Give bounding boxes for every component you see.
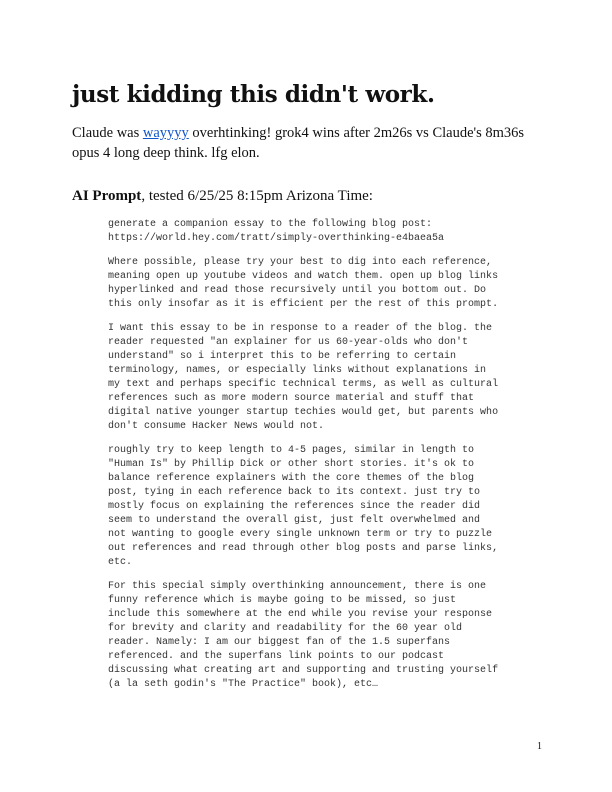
intro-paragraph: [72, 123, 552, 163]
prompt-paragraph: roughly try to keep length to 4-5 pages, similar in length to "Human Is" by Phillip Dick or other short stories. it's ok to balance reference explainers with the core themes of the blog post, tying in each reference back to its context. just try to mostly focus on explaining the references since the reader did seem to understand the overall gist, just felt overwhelmed and not wanting to google every single unknown term or try to puzzle out references and read through other blog posts and parse links, etc.: [108, 445, 499, 568]
prompt-paragraph: Where possible, please try your best to dig into each reference, meaning open up youtube videos and watch them. open up blog links hyperlinked and read those recursively until you bottom out. Do this only insofar as it is efficient per the rest of this prompt.: [108, 257, 499, 310]
prompt-paragraph: generate a companion essay to the following blog post: https://world.hey.com/tratt/simply-overthinking-e4baea5a: [108, 219, 445, 244]
intro-text-line2: opus 4 long deep think. lfg elon.: [72, 145, 260, 161]
wayyyy-link[interactable]: wayyyy: [142, 125, 189, 141]
intro-text-after-link: overhtinking! grok4 wins after 2m26s vs Claude's 8m36s: [188, 125, 525, 141]
intro-text-before-link: Claude was: [72, 125, 143, 141]
page-title: just kidding this didn't work.: [72, 81, 435, 108]
prompt-paragraph: For this special simply overthinking announcement, there is one funny reference which is maybe going to be missed, so just include this somewhere at the end while you revise your response for brevity and clarity and readability for the 60 year old reader. Namely: I am our biggest fan of the 1.5 superfans referenced. and the superfans link points to our podcast discussing what creating art and supporting and trusting yourself (a la seth godin's "The Practice" book), etc…: [108, 581, 499, 690]
prompt-paragraph: I want this essay to be in response to a reader of the blog. the reader requested "an explainer for us 60-year-olds who don't understand" so i interpret this to be referring to certain terminology, names, or especially links without explanations in my text and perhaps specific technical terms, as well as cultural references such as more modern source material and stuff that digital native younger startup techies would get, but parents who don't consume Hacker News would not.: [108, 323, 499, 432]
prompt-heading: [72, 186, 373, 206]
page-number: 1: [537, 741, 542, 752]
prompt-heading-rest: , tested 6/25/25 8:15pm Arizona Time:: [141, 188, 373, 204]
prompt-heading-label: AI Prompt: [72, 188, 142, 204]
prompt-block: [108, 218, 558, 702]
